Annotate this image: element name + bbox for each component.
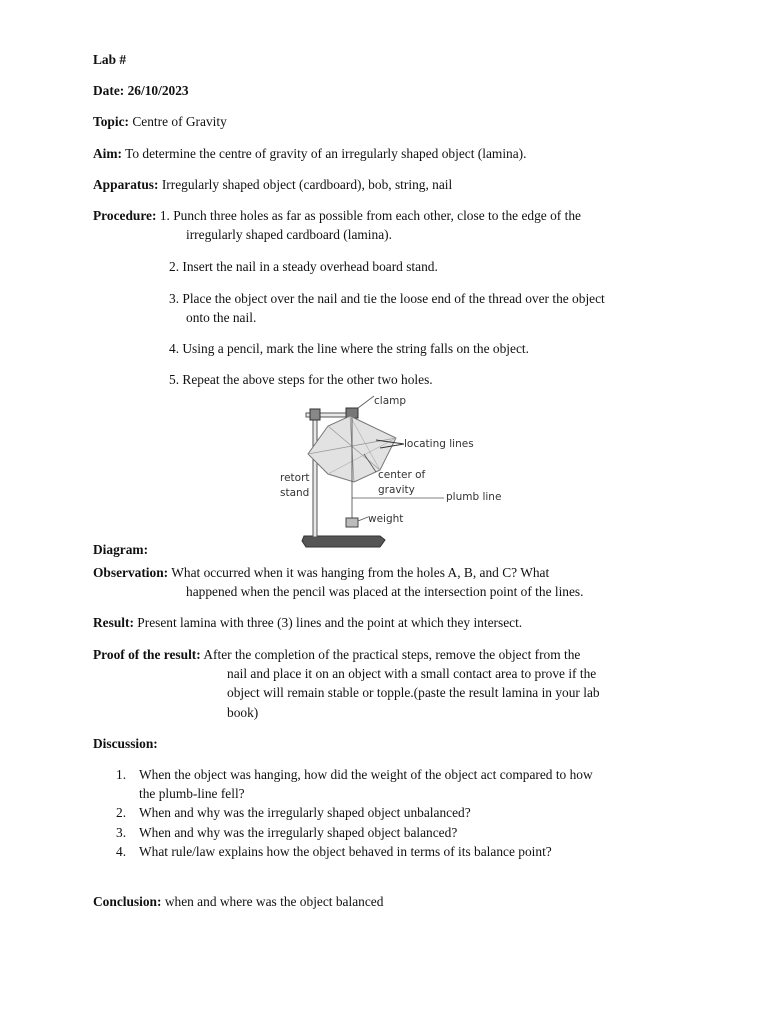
label-stand: stand: [280, 487, 310, 499]
procedure-step-1: Procedure: 1. Punch three holes as far as possible from each other, close to the edge of the: [93, 208, 581, 223]
discussion-item-1: When the object was hanging, how did the weight of the object act compared to how: [139, 767, 593, 782]
discussion-num-3: 3.: [116, 825, 127, 840]
procedure-step-2: 2. Insert the nail in a steady overhead board stand.: [169, 259, 438, 274]
weight: [346, 518, 358, 527]
result-line: Result: Present lamina with three (3) lines and the point at which they intersect.: [93, 615, 523, 630]
label-retort: retort: [280, 472, 310, 484]
label-clamp: clamp: [374, 395, 407, 407]
discussion-num-4: 4.: [116, 844, 127, 859]
discussion-item-1-cont: the plumb-line fell?: [139, 786, 245, 801]
label-center-of: center of: [378, 469, 426, 481]
proof-cont-1: nail and place it on an object with a small contact area to prove if the: [227, 666, 597, 681]
label-locating-lines: locating lines: [404, 438, 474, 450]
observation-line: Observation: What occurred when it was hanging from the holes A, B, and C? What: [93, 565, 550, 580]
aim-line: Aim: To determine the centre of gravity of an irregularly shaped object (lamina).: [93, 146, 527, 161]
lab-heading: Lab #: [93, 52, 127, 67]
conclusion-line: Conclusion: when and where was the object balanced: [93, 894, 384, 909]
stand-base: [302, 536, 385, 547]
label-weight: weight: [368, 513, 404, 525]
discussion-item-2: When and why was the irregularly shaped object unbalanced?: [139, 805, 471, 820]
discussion-label: Discussion:: [93, 736, 158, 751]
discussion-num-2: 2.: [116, 805, 127, 820]
retort-stand-diagram: [276, 390, 516, 552]
procedure-step-5: 5. Repeat the above steps for the other two holes.: [169, 372, 433, 387]
procedure-step-4: 4. Using a pencil, mark the line where the string falls on the object.: [169, 341, 529, 356]
procedure-step-3: 3. Place the object over the nail and tie the loose end of the thread over the object: [169, 291, 605, 306]
proof-cont-3: book): [227, 705, 259, 720]
discussion-num-1: 1.: [116, 767, 127, 782]
diagram-label: Diagram:: [93, 542, 149, 557]
discussion-item-4: What rule/law explains how the object behaved in terms of its balance point?: [139, 844, 552, 859]
topic-line: Topic: Centre of Gravity: [93, 114, 227, 129]
date-line: Date: 26/10/2023: [93, 83, 189, 98]
proof-cont-2: object will remain stable or topple.(paste the result lamina in your lab: [227, 685, 600, 700]
observation-cont: happened when the pencil was placed at the intersection point of the lines.: [186, 584, 584, 599]
proof-line: Proof of the result: After the completion of the practical steps, remove the object from the: [93, 647, 581, 662]
label-plumb-line: plumb line: [446, 491, 502, 503]
procedure-step-3-cont: onto the nail.: [186, 310, 257, 325]
discussion-item-3: When and why was the irregularly shaped object balanced?: [139, 825, 458, 840]
boss-head: [310, 409, 320, 420]
procedure-step-1-cont: irregularly shaped cardboard (lamina).: [186, 227, 392, 242]
apparatus-line: Apparatus: Irregularly shaped object (cardboard), bob, string, nail: [93, 177, 453, 192]
stand-rod: [313, 412, 317, 537]
label-gravity: gravity: [378, 484, 415, 496]
